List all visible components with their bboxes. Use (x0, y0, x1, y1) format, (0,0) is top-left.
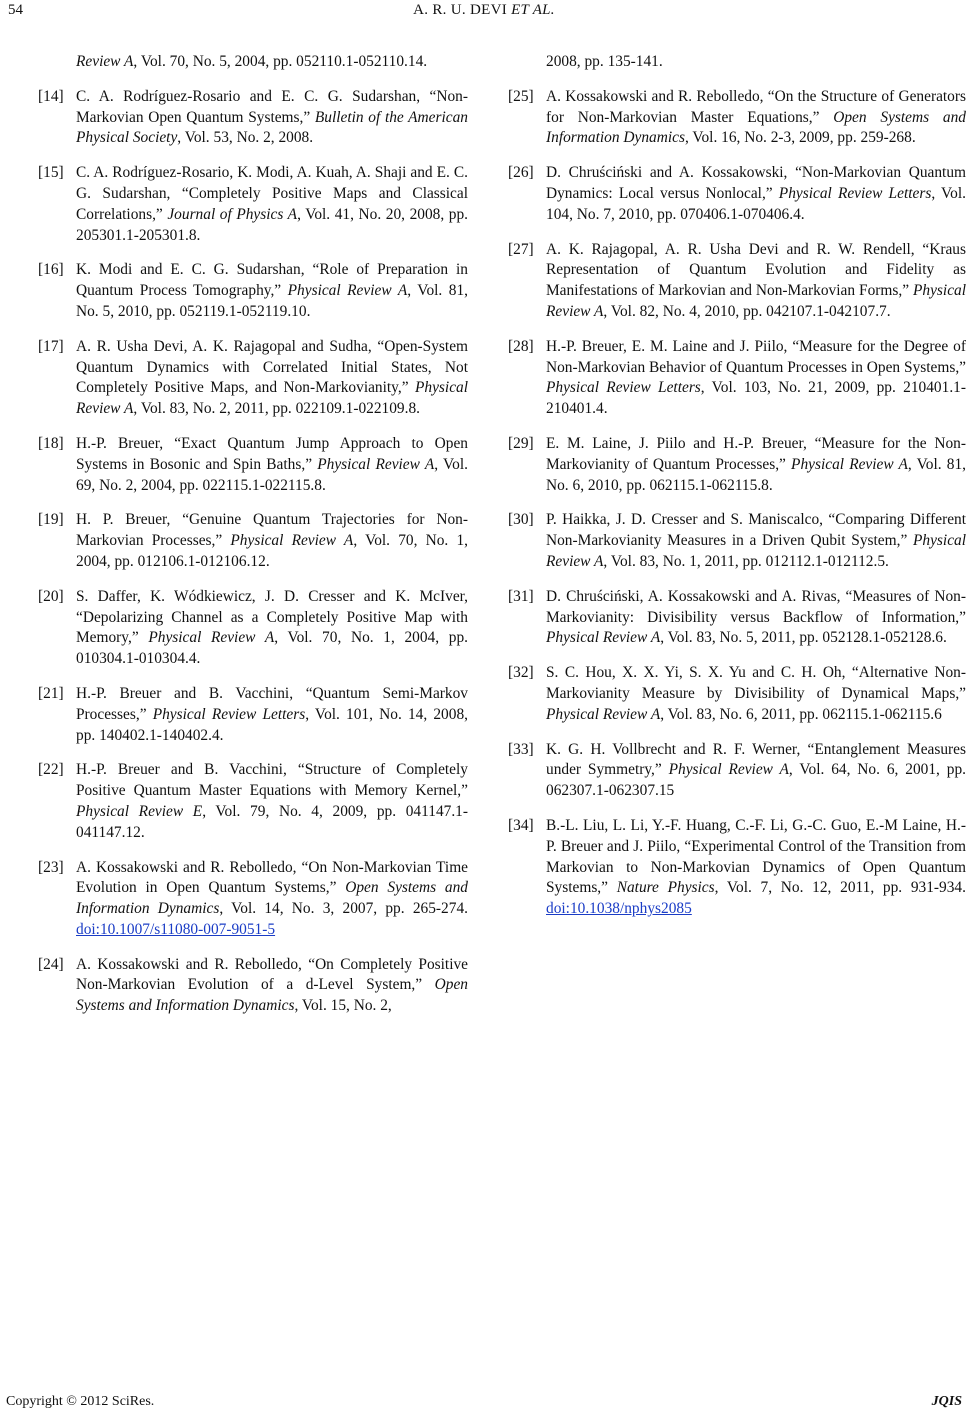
journal-title: Physical Review A (546, 282, 966, 320)
reference-number: [21] (38, 684, 64, 702)
reference-number: [31] (508, 587, 534, 605)
reference-segment: P. Haikka, J. D. Cresser and S. Maniscalco, “Comparing Different Non-Markovianity Measures in a Driven Qubit System,” (546, 511, 966, 550)
references-right-column (508, 52, 966, 934)
reference-segment: , Vol. 69, No. 2, 2004, pp. 022115.1-022115.8. (76, 455, 468, 494)
journal-title: Physical Review A (317, 455, 435, 473)
reference-segment: S. C. Hou, X. X. Yi, S. X. Yu and C. H. Oh, “Alternative Non-Markovianity Measure by Divisibility of Dynamical Maps,” (546, 664, 966, 702)
page-number: 54 (8, 2, 23, 18)
journal-title: Physical Review A (230, 532, 354, 550)
journal-title: Nature Physics (616, 879, 715, 897)
reference-entry (38, 260, 468, 322)
journal-title: Physical Review A (287, 282, 408, 300)
reference-text (76, 338, 468, 417)
reference-segment: , Vol. 81, No. 6, 2010, pp. 062115.1-062115.8. (546, 455, 966, 494)
reference-segment: , Vol. 41, No. 20, 2008, pp. 205301.1-205301.8. (76, 205, 469, 244)
reference-entry (508, 434, 966, 496)
reference-text (546, 241, 966, 320)
reference-entry (508, 663, 966, 725)
reference-segment: , Vol. 16, No. 2-3, 2009, pp. 259-268. (684, 129, 916, 147)
running-head-etal: ET AL. (511, 2, 555, 18)
reference-entry (38, 163, 468, 246)
reference-segment: , Vol. 101, No. 14, 2008, pp. 140402.1-140402.4. (76, 705, 468, 744)
reference-segment: , Vol. 14, No. 3, 2007, pp. 265-274. (219, 900, 468, 918)
doi-link[interactable]: doi:10.1007/s11080-007-9051-5 (76, 920, 276, 938)
reference-text (546, 164, 966, 223)
reference-text (76, 511, 468, 570)
reference-text (546, 664, 966, 723)
reference-text (546, 588, 966, 647)
reference-entry (508, 740, 966, 802)
reference-entry (38, 684, 468, 746)
reference-number: [19] (38, 511, 64, 529)
doi-link[interactable]: doi:10.1038/nphys2085 (546, 900, 692, 918)
copyright-notice: Copyright © 2012 SciRes. (6, 1394, 155, 1409)
journal-title: Physical Review Letters (152, 705, 306, 723)
reference-segment: K. Modi and E. C. G. Sudarshan, “Role of Preparation in Quantum Process Tomography,” (76, 261, 468, 300)
journal-title: Physical Review A (546, 629, 661, 647)
reference-entry (38, 52, 468, 73)
reference-segment: H.-P. Breuer, E. M. Laine and J. Piilo, “Measure for the Degree of Non-Markovian Behavior of Quantum Processes in Open Systems,” (546, 337, 966, 376)
journal-title: Physical Review Letters (546, 379, 701, 397)
reference-text (546, 511, 966, 570)
reference-segment: , Vol. 64, No. 6, 2001, pp. 062307.1-062307.15 (546, 761, 967, 800)
reference-segment: H.-P. Breuer and B. Vacchini, “Structure of Completely Positive Quantum Master Equations with Memory Kernel,” (76, 761, 468, 800)
reference-number: [24] (38, 955, 64, 973)
reference-entry (38, 587, 468, 670)
journal-title: Physical Review A (668, 761, 789, 779)
journal-abbreviation: JQIS (931, 1394, 962, 1409)
reference-number: [30] (508, 511, 534, 529)
reference-segment: , Vol. 53, No. 2, 2008. (177, 129, 314, 147)
reference-segment: K. G. H. Vollbrecht and R. F. Werner, “Entanglement Measures under Symmetry,” (546, 740, 966, 779)
reference-entry (38, 510, 468, 572)
reference-number: [29] (508, 434, 534, 452)
journal-title: Physical Review A (791, 455, 908, 473)
reference-entry (508, 816, 966, 920)
journal-title: Physical Review A (546, 532, 966, 570)
reference-segment: , Vol. 103, No. 21, 2009, pp. 210401.1-210401.4. (546, 379, 966, 418)
reference-segment: B.-L. Liu, L. Li, Y.-F. Huang, C.-F. Li, G.-C. Guo, E.-M Laine, H.-P. Breuer and J. Piilo, “Experimental Control of the Transition from Markovian to Non-Markovian Dynamics of Open Quantum Systems,” (546, 816, 966, 897)
reference-text (546, 817, 966, 917)
reference-text (76, 859, 468, 938)
reference-text (76, 956, 468, 1015)
reference-number: [18] (38, 434, 64, 452)
reference-text (76, 261, 468, 320)
reference-segment: , Vol. 79, No. 4, 2009, pp. 041147.1-041147.12. (76, 802, 468, 841)
reference-segment: , Vol. 82, No. 4, 2010, pp. 042107.1-042107.7. (603, 302, 891, 320)
reference-number: [15] (38, 164, 64, 182)
reference-segment: , Vol. 81, No. 5, 2010, pp. 052119.1-052119.10. (76, 282, 469, 320)
journal-title: Physical Review A (76, 379, 468, 418)
reference-segment: , Vol. 83, No. 5, 2011, pp. 052128.1-052128.6. (660, 629, 947, 647)
journal-title: Review A (76, 53, 134, 70)
reference-text (76, 53, 427, 70)
reference-number: [28] (508, 337, 534, 355)
reference-entry (508, 163, 966, 225)
reference-text (76, 761, 468, 840)
journal-title: Physical Review A (546, 705, 661, 723)
reference-segment: A. Kossakowski and R. Rebolledo, “On Non-Markovian Time Evolution in Open Quantum Systems,” (76, 858, 468, 897)
reference-segment: , Vol. 7, No. 12, 2011, pp. 931-934. (714, 879, 966, 897)
reference-text (76, 435, 468, 494)
running-head-authors: A. R. U. DEVI (413, 2, 508, 18)
journal-title: Open Systems and Information Dynamics (546, 108, 966, 147)
reference-text (546, 338, 966, 417)
reference-entry (38, 858, 468, 941)
reference-number: [17] (38, 337, 64, 355)
journal-title: Journal of Physics A (167, 205, 298, 223)
reference-entry (508, 52, 966, 73)
reference-segment: E. M. Laine, J. Piilo and H.-P. Breuer, “Measure for the Non-Markovianity of Quantum Processes,” (546, 434, 966, 473)
reference-number: [32] (508, 664, 534, 682)
references-left-column (38, 52, 468, 1031)
reference-entry (38, 337, 468, 420)
reference-segment: , Vol. 70, No. 5, 2004, pp. 052110.1-052110.14. (133, 53, 428, 70)
reference-segment: H. P. Breuer, “Genuine Quantum Trajectories for Non-Markovian Processes,” (76, 511, 468, 550)
page-footer (0, 1394, 968, 1414)
reference-entry (38, 434, 468, 496)
reference-entry (38, 955, 468, 1017)
journal-title: Physical Review Letters (778, 184, 932, 202)
reference-number: [26] (508, 164, 534, 182)
reference-number: [14] (38, 87, 64, 105)
reference-segment: 2008, pp. 135-141. (546, 53, 663, 70)
reference-segment: , Vol. 15, No. 2, (294, 997, 392, 1015)
page-header (0, 0, 968, 24)
reference-segment: C. A. Rodríguez-Rosario and E. C. G. Sudarshan, “Non-Markovian Open Quantum Systems,” (76, 87, 468, 126)
reference-entry (508, 337, 966, 420)
journal-title: Open Systems and Information Dynamics (76, 976, 468, 1015)
reference-text (76, 88, 468, 147)
reference-segment: , Vol. 70, No. 1, 2004, pp. 010304.1-010304.4. (76, 629, 468, 668)
reference-segment: A. K. Rajagopal, A. R. Usha Devi and R. W. Rendell, “Kraus Representation of Quantum Evolution and Fidelity as Manifestations of Markovian and Non-Markovian Forms,” (546, 240, 966, 300)
reference-segment: H.-P. Breuer and B. Vacchini, “Quantum Semi-Markov Processes,” (76, 684, 468, 723)
reference-number: [23] (38, 858, 64, 876)
reference-number: [34] (508, 816, 534, 834)
reference-text (76, 588, 468, 667)
reference-segment: , Vol. 83, No. 6, 2011, pp. 062115.1-062115.6 (660, 705, 942, 723)
reference-segment: C. A. Rodríguez-Rosario, K. Modi, A. Kuah, A. Shaji and E. C. G. Sudarshan, “Completely Positive Maps and Classical Correlations,” (76, 164, 468, 223)
reference-segment: H.-P. Breuer, “Exact Quantum Jump Approach to Open Systems in Bosonic and Spin Baths,” (76, 434, 468, 473)
reference-segment: , Vol. 83, No. 1, 2011, pp. 012112.1-012112.5. (603, 552, 889, 570)
reference-segment: D. Chruściński, A. Kossakowski and A. Rivas, “Measures of Non-Markovianity: Divisibility versus Backflow of Information,” (546, 587, 966, 626)
reference-text (546, 53, 663, 70)
journal-title: Open Systems and Information Dynamics (76, 879, 468, 918)
reference-entry (508, 587, 966, 649)
reference-entry (508, 240, 966, 323)
reference-entry (38, 87, 468, 149)
running-head (0, 2, 968, 19)
journal-title: Bulletin of the American Physical Society (76, 108, 468, 147)
reference-number: [33] (508, 740, 534, 758)
reference-segment: A. Kossakowski and R. Rebolledo, “On Completely Positive Non-Markovian Evolution of a d-Level System,” (76, 955, 468, 994)
reference-segment: , Vol. 83, No. 2, 2011, pp. 022109.1-022109.8. (133, 400, 421, 418)
reference-text (76, 164, 468, 243)
journal-title: Physical Review E (76, 802, 203, 820)
reference-segment: A. R. Usha Devi, A. K. Rajagopal and Sudha, “Open-System Quantum Dynamics with Correlated Initial States, Not Completely Positive Maps, and Non-Markovianity,” (76, 337, 468, 397)
reference-text (546, 741, 966, 800)
reference-number: [16] (38, 261, 64, 279)
reference-text (546, 88, 966, 147)
reference-segment: , Vol. 70, No. 1, 2004, pp. 012106.1-012106.12. (76, 532, 468, 570)
reference-entry (508, 510, 966, 572)
reference-segment: A. Kossakowski and R. Rebolledo, “On the Structure of Generators for Non-Markovian Master Equations,” (546, 87, 966, 126)
reference-number: [20] (38, 587, 64, 605)
reference-number: [25] (508, 87, 534, 105)
reference-text (546, 435, 966, 494)
reference-entry (38, 760, 468, 843)
reference-entry (508, 87, 966, 149)
reference-number: [22] (38, 761, 64, 779)
reference-segment: S. Daffer, K. Wódkiewicz, J. D. Cresser and K. McIver, “Depolarizing Channel as a Completely Positive Map with Memory,” (76, 587, 468, 647)
reference-text (76, 685, 468, 744)
reference-segment: D. Chruściński and A. Kossakowski, “Non-Markovian Quantum Dynamics: Local versus Nonlocal,” (546, 164, 966, 202)
reference-segment: , Vol. 104, No. 7, 2010, pp. 070406.1-070406.4. (546, 184, 966, 223)
reference-number: [27] (508, 240, 534, 258)
journal-title: Physical Review A (148, 629, 275, 647)
